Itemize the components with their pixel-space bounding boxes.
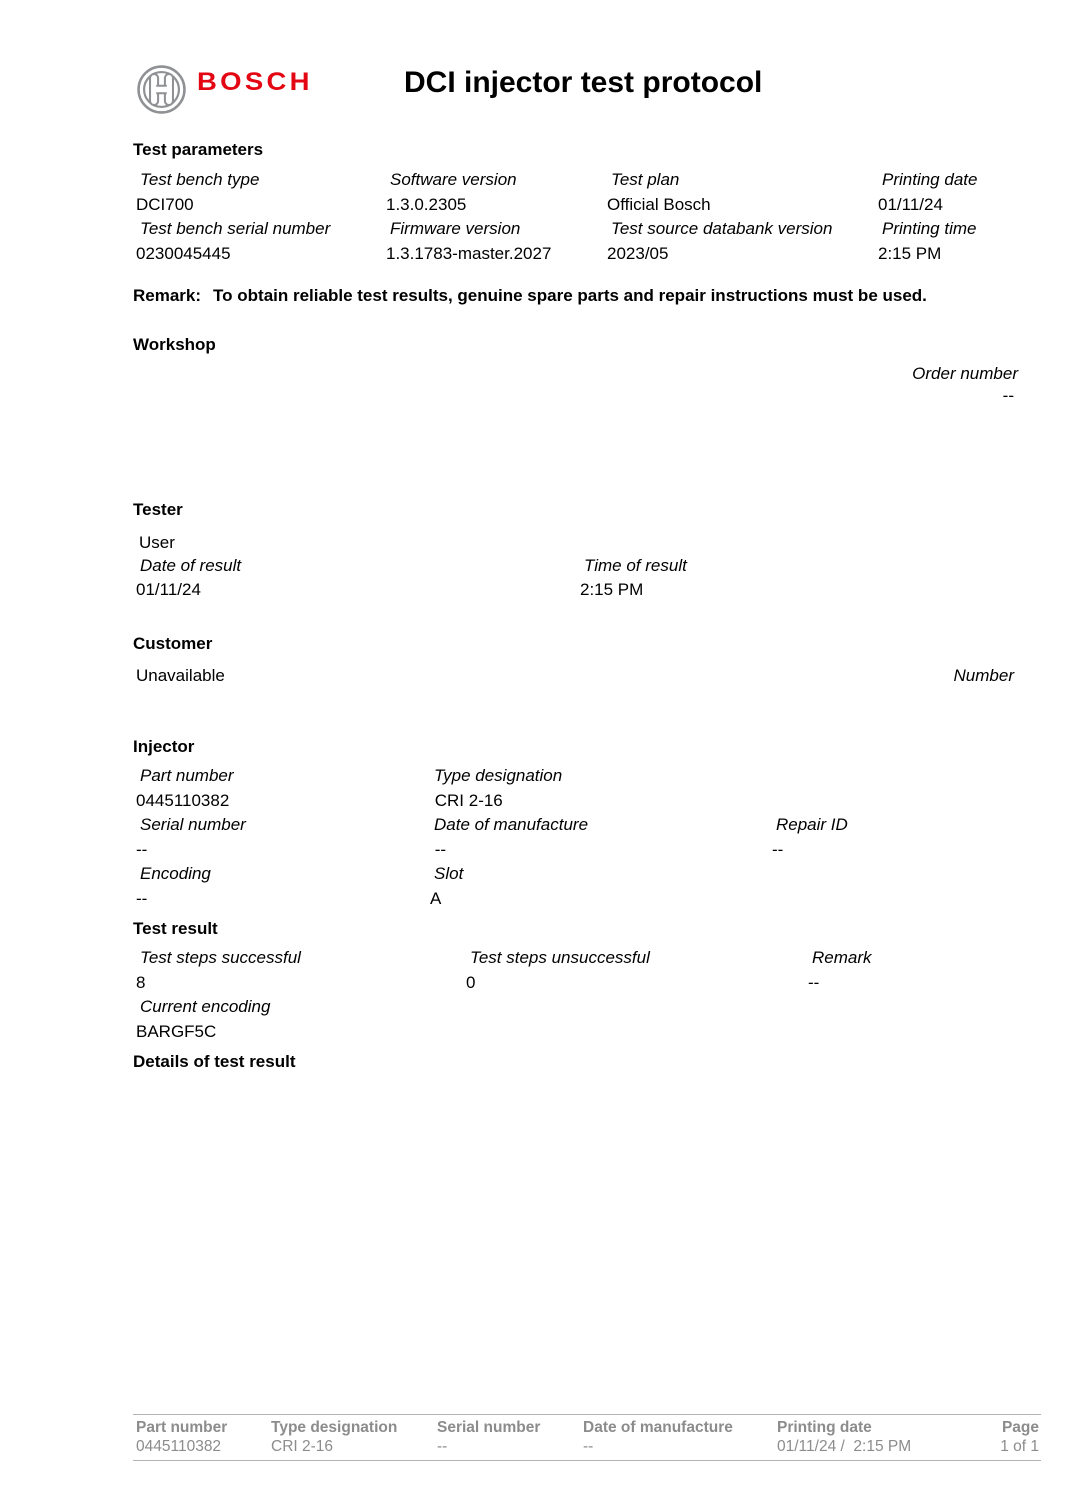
field-value: 01/11/24 bbox=[878, 194, 943, 214]
field-value: -- bbox=[772, 839, 784, 859]
spacer bbox=[466, 997, 808, 1022]
spacer bbox=[772, 864, 1014, 889]
page-footer bbox=[133, 1414, 1041, 1461]
remark-text: To obtain reliable test results, genuine spare parts and repair instructions must be used. bbox=[213, 286, 927, 305]
spacer bbox=[772, 791, 1014, 816]
field-value: 2023/05 bbox=[607, 243, 669, 263]
field-value: -- bbox=[808, 972, 820, 992]
test-result-heading: Test result bbox=[133, 919, 218, 938]
test-parameters-heading: Test parameters bbox=[133, 140, 264, 159]
footer-value: -- bbox=[437, 1438, 448, 1455]
spacer bbox=[466, 1022, 808, 1047]
field-label: Test source databank version bbox=[611, 219, 833, 238]
field-label: Test steps unsuccessful bbox=[470, 948, 650, 967]
field-label: Part number bbox=[140, 766, 234, 785]
field-label: Test bench serial number bbox=[140, 219, 331, 238]
footer-label: Type designation bbox=[271, 1419, 398, 1436]
section-test-result bbox=[133, 918, 1014, 1046]
footer-label: Serial number bbox=[437, 1419, 541, 1436]
footer-col-printing-date bbox=[774, 1418, 997, 1456]
field-label: Software version bbox=[390, 170, 517, 189]
footer-label: Date of manufacture bbox=[583, 1419, 733, 1436]
field-label: Date of manufacture bbox=[434, 815, 589, 834]
order-number-value: -- bbox=[1002, 386, 1014, 405]
footer-col-serial-number bbox=[434, 1418, 580, 1456]
field-label: Serial number bbox=[140, 815, 246, 834]
field-label: Printing date bbox=[882, 170, 978, 189]
spacer bbox=[772, 766, 1014, 791]
field-value: 0 bbox=[466, 972, 476, 992]
field-label: Current encoding bbox=[140, 997, 271, 1016]
field-label: Firmware version bbox=[390, 219, 521, 238]
section-test-parameters bbox=[133, 139, 1014, 268]
footer-col-part-number bbox=[133, 1418, 268, 1456]
field-label: Test plan bbox=[611, 170, 680, 189]
footer-value: 01/11/24 / 2:15 PM bbox=[777, 1438, 912, 1455]
bosch-logo-icon bbox=[136, 64, 187, 115]
footer-label: Printing date bbox=[777, 1419, 872, 1436]
field-label: Test steps successful bbox=[140, 948, 301, 967]
order-number-label: Order number bbox=[912, 364, 1018, 383]
customer-name: Unavailable bbox=[136, 666, 225, 685]
field-label: Time of result bbox=[584, 555, 687, 575]
field-value: A bbox=[430, 888, 442, 908]
field-label: Printing time bbox=[882, 219, 977, 238]
field-value: 0445110382 bbox=[136, 790, 230, 810]
bosch-brand-wordmark: BOSCH bbox=[197, 68, 313, 96]
footer-col-type-designation bbox=[268, 1418, 434, 1456]
field-label: Remark bbox=[812, 948, 872, 967]
tester-name: User bbox=[139, 533, 175, 552]
footer-col-date-of-manufacture bbox=[580, 1418, 774, 1456]
field-value: 1.3.0.2305 bbox=[386, 194, 467, 214]
remark-label: Remark: bbox=[133, 286, 202, 305]
field-label: Slot bbox=[434, 864, 464, 883]
customer-number-label: Number bbox=[953, 666, 1014, 685]
tester-heading: Tester bbox=[133, 500, 183, 519]
tester-grid bbox=[133, 556, 1014, 605]
field-value: -- bbox=[136, 839, 148, 859]
field-value: CRI 2-16 bbox=[430, 790, 503, 810]
spacer bbox=[772, 889, 1014, 914]
field-label: Test bench type bbox=[140, 170, 260, 189]
field-label: Date of result bbox=[140, 555, 242, 575]
footer-value: -- bbox=[583, 1438, 594, 1455]
field-value: 0230045445 bbox=[136, 243, 231, 263]
field-value: 8 bbox=[136, 972, 146, 992]
field-label: Type designation bbox=[434, 766, 563, 785]
footer-value: 1 of 1 bbox=[1000, 1438, 1039, 1455]
field-value: 2:15 PM bbox=[878, 243, 942, 263]
details-heading: Details of test result bbox=[133, 1052, 296, 1071]
injector-grid bbox=[133, 766, 1014, 913]
footer-value: CRI 2-16 bbox=[271, 1438, 334, 1455]
field-value: 1.3.1783-master.2027 bbox=[386, 243, 552, 263]
field-label: Encoding bbox=[140, 864, 211, 883]
footer-label: Page bbox=[1001, 1419, 1039, 1436]
remark-note bbox=[133, 284, 1014, 308]
spacer bbox=[808, 997, 1014, 1022]
field-value: BARGF5C bbox=[136, 1021, 217, 1041]
test-result-grid bbox=[133, 948, 1014, 1046]
footer-value: 0445110382 bbox=[136, 1438, 222, 1455]
section-tester bbox=[133, 499, 1014, 605]
document-title: DCI injector test protocol bbox=[404, 66, 763, 99]
injector-heading: Injector bbox=[133, 737, 195, 756]
field-value: 2:15 PM bbox=[580, 580, 644, 599]
customer-heading: Customer bbox=[133, 634, 213, 653]
field-value: -- bbox=[430, 839, 447, 859]
section-customer bbox=[133, 633, 1014, 689]
field-value: Official Bosch bbox=[607, 194, 711, 214]
test-parameters-grid bbox=[133, 170, 1014, 268]
footer-col-page bbox=[997, 1418, 1041, 1456]
field-label: Repair ID bbox=[776, 815, 848, 834]
section-injector bbox=[133, 736, 1014, 913]
field-value: -- bbox=[136, 888, 148, 908]
field-value: 01/11/24 bbox=[136, 580, 201, 599]
field-value: DCI700 bbox=[136, 194, 194, 214]
spacer bbox=[808, 1022, 1014, 1047]
workshop-heading: Workshop bbox=[133, 335, 216, 354]
footer-label: Part number bbox=[136, 1419, 228, 1436]
